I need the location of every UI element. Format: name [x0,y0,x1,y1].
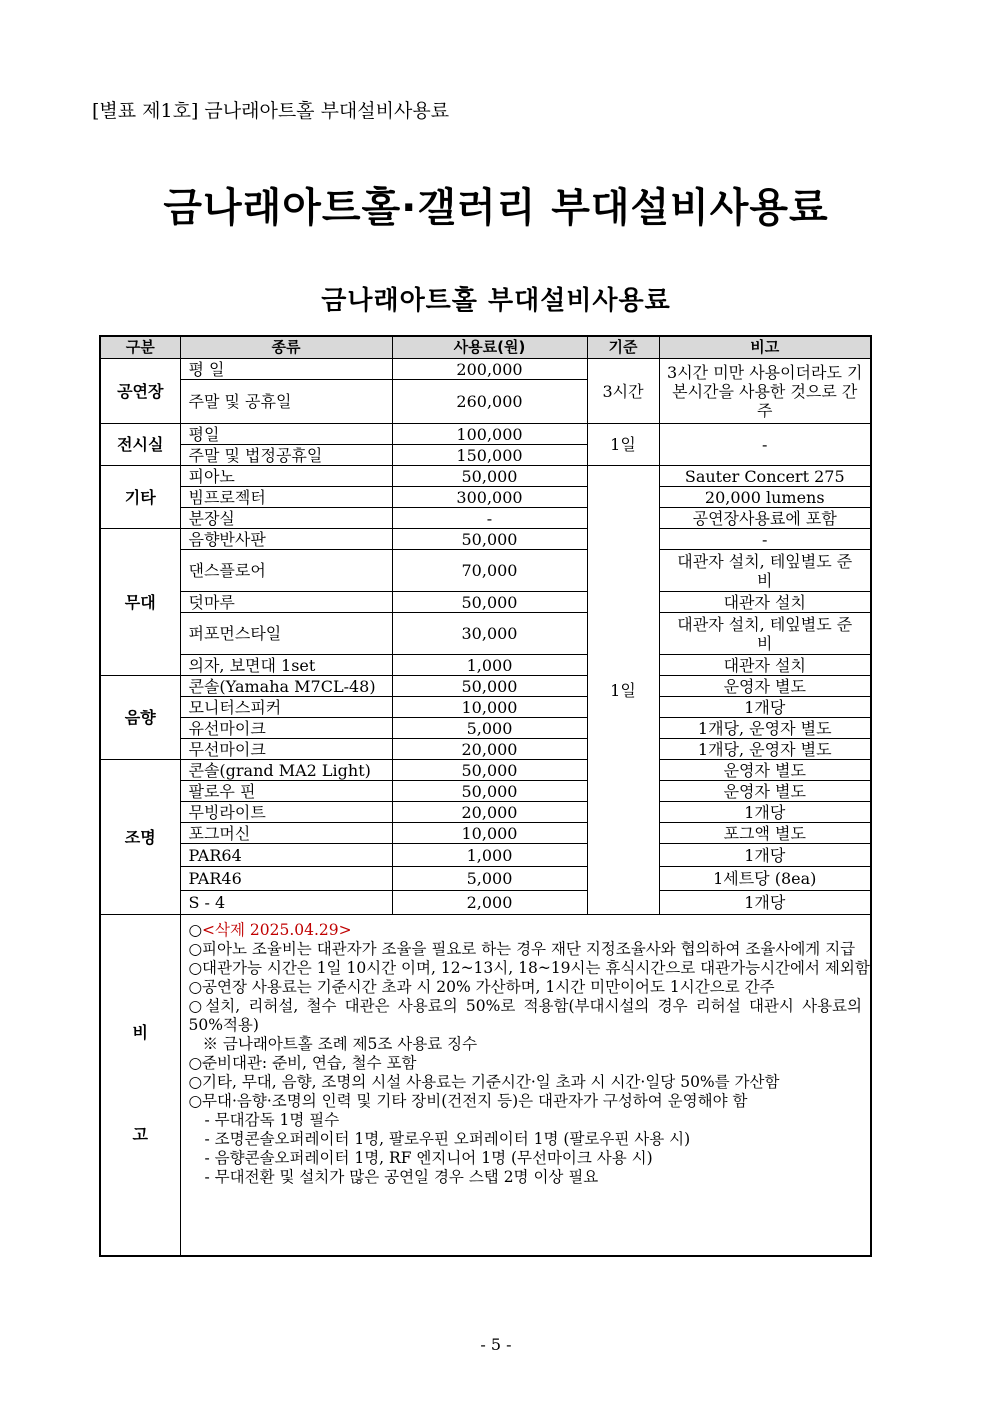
type-cell: 팔로우 핀 [180,781,392,802]
header-remarks: 비고 [659,336,871,359]
note-line: ○설치, 리허설, 철수 대관은 사용료의 50%로 적용함(부대시설의 경우 리허설 대관시 사용료의 50%적용) [188,997,862,1034]
table-row [100,466,871,487]
fee-cell: 10,000 [392,697,587,718]
note-line: ○무대·음향·조명의 인력 및 기타 장비(건전지 등)은 대관자가 구성하여 운영해야 함 [188,1092,748,1110]
remark-cell: 대관자 설치, 테잎별도 준비 [659,550,871,592]
remark-cell: 운영자 별도 [659,676,871,697]
type-cell: 분장실 [180,508,392,529]
note-line: - 무대전환 및 설치가 많은 공연일 경우 스탭 2명 이상 필요 [204,1168,599,1186]
basis-cell: 1일 [587,424,659,466]
table-row [100,550,871,592]
note-line: - 음향콘솔오퍼레이터 1명, RF 엔지니어 1명 (무선마이크 사용 시) [204,1149,653,1167]
type-cell: PAR46 [180,867,392,891]
remark-cell: 1개당 [659,891,871,915]
remark-cell: 1개당 [659,802,871,823]
basis-cell: 3시간 [587,359,659,424]
table-row [100,508,871,529]
type-cell: 포그머신 [180,823,392,844]
fee-cell: 50,000 [392,781,587,802]
fee-cell: 10,000 [392,823,587,844]
fee-cell: 20,000 [392,739,587,760]
remark-cell: 운영자 별도 [659,760,871,781]
type-cell: 피아노 [180,466,392,487]
type-cell: 콘솔(Yamaha M7CL-48) [180,676,392,697]
type-cell: 무빙라이트 [180,802,392,823]
type-cell: 댄스플로어 [180,550,392,592]
category-etc: 기타 [100,466,180,529]
category-lighting: 조명 [100,760,180,915]
table-row [100,697,871,718]
header-category: 구분 [100,336,180,359]
basis-cell-shared: 1일 [587,466,659,915]
fee-cell: - [392,508,587,529]
note-line: ○피아노 조율비는 대관자가 조율을 필요로 하는 경우 재단 지정조율사와 협의하여 조율사에게 지급 [188,940,856,958]
table-row [100,891,871,915]
table-row [100,592,871,613]
fee-cell: 50,000 [392,760,587,781]
fee-cell: 150,000 [392,445,587,466]
table-row [100,867,871,891]
note-line: ○준비대관: 준비, 연습, 철수 포함 [188,1054,417,1072]
type-cell: 모니터스피커 [180,697,392,718]
remark-cell: 1개당, 운영자 별도 [659,718,871,739]
fee-table [99,335,872,1257]
table-row [100,676,871,697]
table-row [100,823,871,844]
remark-cell: 대관자 설치, 테잎별도 준비 [659,613,871,655]
remark-cell: 대관자 설치 [659,655,871,676]
table-row [100,739,871,760]
fee-cell: 300,000 [392,487,587,508]
fee-cell: 70,000 [392,550,587,592]
fee-cell: 50,000 [392,466,587,487]
document-label: [별표 제1호] 금나래아트홀 부대설비사용료 [92,100,450,122]
remark-cell: 대관자 설치 [659,592,871,613]
fee-cell: 30,000 [392,613,587,655]
fee-cell: 50,000 [392,676,587,697]
remark-cell: 3시간 미만 사용이더라도 기본시간을 사용한 것으로 간주 [659,359,871,424]
category-sound: 음향 [100,676,180,760]
fee-cell: 50,000 [392,592,587,613]
remark-cell: 20,000 lumens [659,487,871,508]
type-cell: 의자, 보면대 1set [180,655,392,676]
type-cell: 퍼포먼스타일 [180,613,392,655]
remark-cell: 1개당 [659,844,871,867]
table-row [100,655,871,676]
note-line: - 조명콘솔오퍼레이터 1명, 팔로우핀 오퍼레이터 1명 (팔로우핀 사용 시) [204,1130,691,1148]
note-line: ※ 금나래아트홀 조례 제5조 사용료 징수 [202,1035,478,1053]
note-line: ○대관가능 시간은 1일 10시간 이며, 12~13시, 18~19시는 휴식시간으로 대관가능시간에서 제외함 [188,959,870,977]
note-line: ○공연장 사용료는 기준시간 초과 시 20% 가산하며, 1시간 미만이어도 1시간으로 간주 [188,978,775,996]
notes-label-bottom: 고 [132,1125,148,1144]
type-cell: S - 4 [180,891,392,915]
fee-cell: 2,000 [392,891,587,915]
remark-cell: 포그액 별도 [659,823,871,844]
note-line: ○기타, 무대, 음향, 조명의 시설 사용료는 기준시간·일 초과 시 시간·일당 50%를 가산함 [188,1073,780,1091]
note-deleted: <삭제 2025.04.29> [202,921,352,939]
type-cell: 주말 및 공휴일 [180,380,392,424]
remark-cell: - [659,529,871,550]
remark-cell: 1개당 [659,697,871,718]
fee-cell: 100,000 [392,424,587,445]
category-exhibition: 전시실 [100,424,180,466]
fee-cell: 5,000 [392,867,587,891]
remark-cell: - [659,424,871,466]
category-performance: 공연장 [100,359,180,424]
remark-cell: 1개당, 운영자 별도 [659,739,871,760]
table-row [100,487,871,508]
remark-cell: 1세트당 (8ea) [659,867,871,891]
sub-title: 금나래아트홀 부대설비사용료 [321,286,671,316]
fee-cell: 1,000 [392,655,587,676]
table-row [100,613,871,655]
notes-label-top: 비 [132,1023,148,1042]
type-cell: 평일 [180,424,392,445]
type-cell: 덧마루 [180,592,392,613]
table-row [100,424,871,445]
fee-cell: 260,000 [392,380,587,424]
notes-row [100,915,871,1257]
header-basis: 기준 [587,336,659,359]
notes-content [180,915,871,1257]
type-cell: 유선마이크 [180,718,392,739]
header-type: 종류 [180,336,392,359]
remark-cell: 운영자 별도 [659,781,871,802]
table-row [100,844,871,867]
table-row [100,802,871,823]
type-cell: 무선마이크 [180,739,392,760]
table-header-row [100,336,871,359]
remark-cell: 공연장사용료에 포함 [659,508,871,529]
category-stage: 무대 [100,529,180,676]
remark-cell: Sauter Concert 275 [659,466,871,487]
note-line [189,921,863,940]
table-row [100,359,871,380]
fee-cell: 5,000 [392,718,587,739]
fee-cell: 50,000 [392,529,587,550]
type-cell: PAR64 [180,844,392,867]
type-cell: 평 일 [180,359,392,380]
fee-cell: 20,000 [392,802,587,823]
type-cell: 주말 및 법정공휴일 [180,445,392,466]
table-row [100,760,871,781]
type-cell: 콘솔(grand MA2 Light) [180,760,392,781]
note-line: - 무대감독 1명 필수 [204,1111,340,1129]
table-row [100,718,871,739]
table-row [100,781,871,802]
table-row [100,529,871,550]
page-number: - 5 - [480,1335,512,1354]
header-fee: 사용료(원) [392,336,587,359]
notes-label [100,915,180,1257]
fee-cell: 1,000 [392,844,587,867]
type-cell: 빔프로젝터 [180,487,392,508]
main-title: 금나래아트홀·갤러리 부대설비사용료 [163,185,829,231]
note-bullet: ○ [188,921,203,939]
type-cell: 음향반사판 [180,529,392,550]
fee-cell: 200,000 [392,359,587,380]
